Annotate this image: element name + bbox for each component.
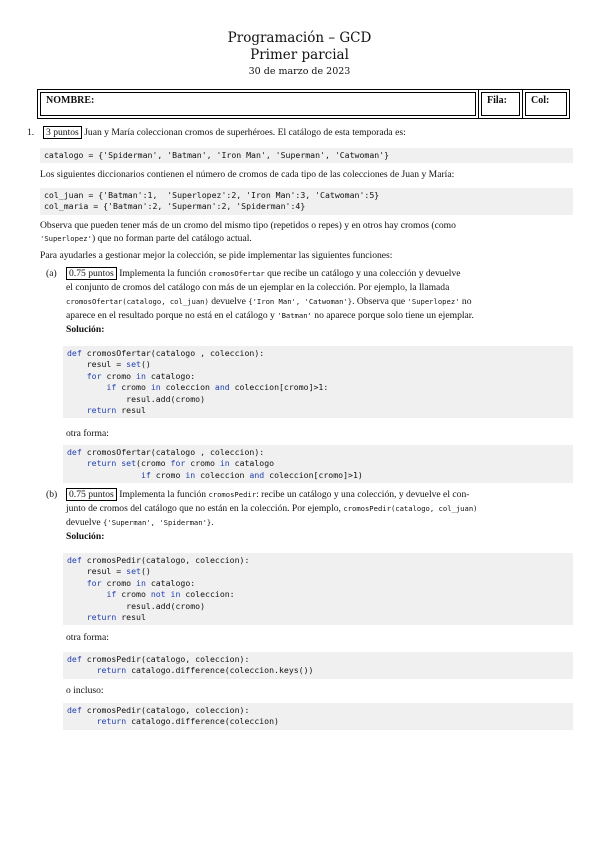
part-b-points: 0.75 puntos: [66, 488, 117, 501]
name-box[interactable]: [40, 92, 476, 116]
part-a-solution-label: Solución:: [66, 324, 105, 335]
part-b-line-2: junto de cromos del catálogo que no están en la colección. Por ejemplo, cromosPedir(catalogo, col_juan): [66, 503, 478, 514]
part-b-line-1: 0.75 puntos Implementa la función cromosPedir: recibe un catálogo y una colección, y devuelve el con-: [66, 489, 469, 500]
exam-date: 30 de marzo de 2023: [248, 66, 351, 77]
row-box[interactable]: [481, 92, 520, 116]
course-title: Programación – GCD: [227, 30, 372, 46]
help-text: Para ayudarles a gestionar mejor la colección, se pide implementar las siguientes funciones:: [40, 250, 393, 261]
part-a-line-3: cromosOfertar(catalogo, col_juan) devuelve {'Iron Man', 'Catwoman'}. Observa que 'Superlopez' no: [66, 296, 472, 307]
part-b-solution-code-1: def cromosPedir(catalogo, coleccion): resul = set() for cromo in catalogo: if cromo not in coleccion: resul.add(cromo) return resul: [63, 553, 573, 625]
part-a-solution-code-2: def cromosOfertar(catalogo , coleccion): return set(cromo for cromo in catalogo if cromo in coleccion and coleccion[cromo]>1): [63, 445, 573, 483]
col-juan-line: col_juan = {'Batman':1, 'Superlopez':2, 'Iron Man':3, 'Catwoman':5}: [44, 190, 380, 200]
part-a-solution-code-1: def cromosOfertar(catalogo , coleccion): resul = set() for cromo in catalogo: if cromo in coleccion and coleccion[cromo]>1: resul.add(cromo) return resul: [63, 346, 573, 418]
part-a-line-2: el conjunto de cromos del catálogo con más de un ejemplar en la colección. Por ejemplo, la llamada: [66, 282, 450, 293]
collections-code: [40, 188, 573, 215]
part-b-other-label: otra forma:: [66, 632, 109, 643]
part-a-points: 0.75 puntos: [66, 267, 117, 280]
observe-line-2: 'Superlopez') que no forman parte del catálogo actual.: [40, 233, 252, 244]
row-label: Fila:: [487, 95, 507, 106]
question-number: 1.: [27, 127, 35, 138]
part-b-solution-code-2: def cromosPedir(catalogo, coleccion): return catalogo.difference(coleccion.keys()): [63, 652, 573, 679]
part-b-line-3: devuelve {'Superman', 'Spiderman'}.: [66, 517, 214, 528]
question-points: 3 puntos: [43, 126, 82, 139]
name-label: NOMBRE:: [46, 95, 95, 106]
question-intro: [43, 127, 406, 138]
col-box[interactable]: [525, 92, 567, 116]
question-intro-text: Juan y María coleccionan cromos de superhéroes. El catálogo de esta temporada es:: [84, 127, 406, 138]
part-a-line-1: 0.75 puntos Implementa la función cromosOfertar que recibe un catálogo y una colección y devuelve: [66, 268, 461, 279]
part-a-line-4: aparece en el resultado porque no está en el catálogo y 'Batman' no aparece porque solo tiene un ejemplar.: [66, 310, 474, 321]
part-a-other-label: otra forma:: [66, 428, 109, 439]
part-b-even-label: o incluso:: [66, 685, 104, 696]
col-label: Col:: [531, 95, 550, 106]
catalog-code: catalogo = {'Spiderman', 'Batman', 'Iron Man', 'Superman', 'Catwoman'}: [40, 148, 573, 163]
part-b-solution-code-3: def cromosPedir(catalogo, coleccion): return catalogo.difference(coleccion): [63, 703, 573, 730]
col-maria-line: col_maria = {'Batman':2, 'Superman':2, 'Spiderman':4}: [44, 201, 306, 212]
observe-line-1: Observa que pueden tener más de un cromo del mismo tipo (repetidos o repes) y en otros hay cromos (como: [40, 220, 456, 231]
part-a-label: (a): [46, 268, 57, 279]
dicts-text: Los siguientes diccionarios contienen el número de cromos de cada tipo de las colecciones de Juan y María:: [40, 169, 455, 180]
exam-title: Primer parcial: [250, 47, 349, 63]
part-b-label: (b): [46, 489, 58, 500]
part-b-solution-label: Solución:: [66, 531, 105, 542]
